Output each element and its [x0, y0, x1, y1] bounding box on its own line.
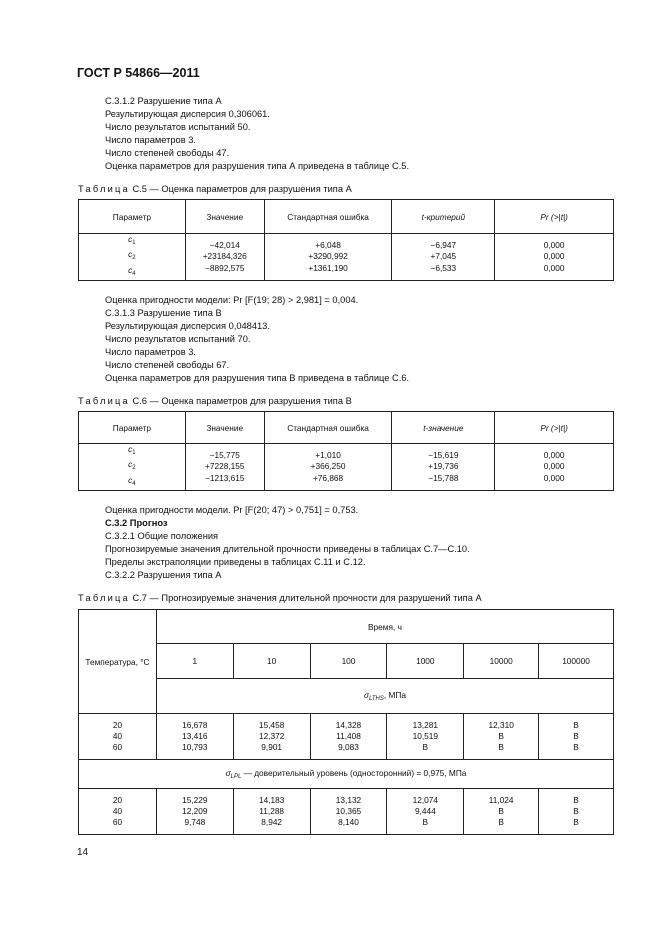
table7-lths-col-1: 16,678 13,416 10,793: [156, 714, 233, 760]
table7-temp-header: Температура, °С: [79, 610, 157, 714]
table7-lpl-col-10000: 11,024 В В: [464, 789, 539, 835]
table5-header-param: Параметр: [79, 200, 186, 234]
table6-param-cell: [79, 444, 186, 491]
section-c-general: С.3.2.1 Общие положения: [105, 531, 219, 541]
table5-pr-cell: 0,000 0,000 0,000: [495, 234, 614, 281]
table6-se-cell: +1,010 +366,250 +76,868: [264, 444, 392, 491]
table6-header-pr: Pr (>|t|): [495, 412, 614, 444]
table5-header-value: Значение: [185, 200, 264, 234]
table6-caption: [78, 396, 352, 406]
section-a-tests: Число результатов испытаний 50.: [105, 122, 251, 132]
table5-value-cell: −42,014 +23184,326 −8892,575: [185, 234, 264, 281]
table5-param-cell: [79, 234, 186, 281]
table6: [78, 411, 614, 491]
section-b-ref: Оценка параметров для разрушения типа В приведена в таблице С.6.: [105, 373, 410, 383]
table-row: $c_1$: [128, 444, 136, 457]
table7-time-100000: 100000: [539, 644, 614, 679]
table-row: $c_1$: [128, 234, 136, 246]
table7-caption-word: Таблица: [78, 593, 130, 603]
table7-time-10000: 10000: [464, 644, 539, 679]
table7-time-10: 10: [233, 644, 310, 679]
fit-a: Оценка пригодности модели: Pr [F(19; 28) > 2,981] = 0,004.: [105, 295, 359, 305]
section-b-params: Число параметров 3.: [105, 347, 196, 357]
table6-value-cell: −15,775 +7228,155 −1213,615: [185, 444, 264, 491]
table7-lpl-col-100000: В В В: [539, 789, 614, 835]
table7-time-1: 1: [156, 644, 233, 679]
table6-t-cell: −15,619 +19,736 −15,788: [392, 444, 495, 491]
table7-temps-lths: 20 40 60: [79, 714, 157, 760]
table-row: $c_2$: [128, 459, 136, 472]
table7-lpl-col-1: 15,229 12,209 9,748: [156, 789, 233, 835]
page-number: 14: [77, 847, 89, 858]
table7-lths-col-100000: В В В: [539, 714, 614, 760]
table5: [78, 199, 614, 281]
table7-time-100: 100: [310, 644, 387, 679]
table5-se-cell: +6,048 +3290,992 +1361,190: [264, 234, 392, 281]
section-a-ref: Оценка параметров для разрушения типа А приведена в таблице С.5.: [105, 161, 410, 171]
table6-header-param: Параметр: [79, 412, 186, 444]
table6-caption-word: Таблица: [78, 396, 130, 406]
table6-pr-cell: 0,000 0,000 0,000: [495, 444, 614, 491]
section-b-title: С.3.1.3 Разрушение типа В: [105, 308, 222, 318]
table7-lths-col-100: 14,328 11,408 9,083: [310, 714, 387, 760]
table5-header-se: Стандартная ошибка: [264, 200, 392, 234]
section-a-dof: Число степеней свободы 47.: [105, 148, 230, 158]
section-c-line2: Пределы экстраполяции приведены в таблицах С.11 и С.12.: [105, 557, 366, 567]
table5-caption: [78, 184, 352, 194]
fit-b: Оценка пригодности модели. Pr [F(20; 47) > 0,751] = 0,753.: [105, 505, 359, 515]
table-row: $c_2$: [128, 249, 136, 262]
section-a-title: С.3.1.2 Разрушение типа А: [105, 96, 222, 106]
table5-caption-text: С.5 — Оценка параметров для разрушения типа А: [132, 184, 352, 194]
section-c-title: С.3.2 Прогноз: [105, 518, 168, 528]
section-a-params: Число параметров 3.: [105, 135, 196, 145]
table5-header-t: t-критерий: [392, 200, 495, 234]
table7-lths-col-10: 15,458 12,372 9,901: [233, 714, 310, 760]
table7-lpl-col-1000: 12,074 9,444 В: [387, 789, 464, 835]
table6-caption-text: С.6 — Оценка параметров для разрушения типа В: [132, 396, 352, 406]
document-header: ГОСТ Р 54866—2011: [77, 66, 200, 80]
table-row: $c_4$: [128, 474, 136, 487]
table7-lpl-col-100: 13,132 10,365 8,140: [310, 789, 387, 835]
section-c-sub: С.3.2.2 Разрушения типа А: [105, 570, 222, 580]
table7-temps-lpl: 20 40 60: [79, 789, 157, 835]
table7-lths-col-10000: 12,310 В В: [464, 714, 539, 760]
table5-t-cell: −6,947 +7,045 −6,533: [392, 234, 495, 281]
section-b-dispersion: Результирующая дисперсия 0,048413.: [105, 321, 270, 331]
section-b-tests: Число результатов испытаний 70.: [105, 334, 251, 344]
table7-caption: [78, 593, 482, 603]
section-b-dof: Число степеней свободы 67.: [105, 360, 230, 370]
table-row: $c_4$: [128, 264, 136, 277]
section-a-dispersion: Результирующая дисперсия 0,306061.: [105, 109, 270, 119]
table7-sigma-lpl-header: $\sigma_{LPL}$ — доверительный уровень (односторонний) = 0,975, МПа: [79, 760, 614, 789]
table7-sigma-lths-header: $\sigma_{LTHS}$, МПа: [156, 679, 613, 714]
table7-caption-text: С.7 — Прогнозируемые значения длительной прочности для разрушений типа А: [132, 593, 482, 603]
table7: [78, 609, 614, 835]
table6-header-t: t-значение: [392, 412, 495, 444]
table6-header-se: Стандартная ошибка: [264, 412, 392, 444]
table7-lpl-col-10: 14,183 11,288 8,942: [233, 789, 310, 835]
table7-time-header: Время, ч: [156, 610, 613, 644]
section-c-line1: Прогнозируемые значения длительной прочности приведены в таблицах С.7—С.10.: [105, 544, 470, 554]
table5-header-pr: Pr (>|t|): [495, 200, 614, 234]
table7-time-1000: 1000: [387, 644, 464, 679]
table7-lths-col-1000: 13,281 10,519 В: [387, 714, 464, 760]
table6-header-value: Значение: [185, 412, 264, 444]
table5-caption-word: Таблица: [78, 184, 130, 194]
